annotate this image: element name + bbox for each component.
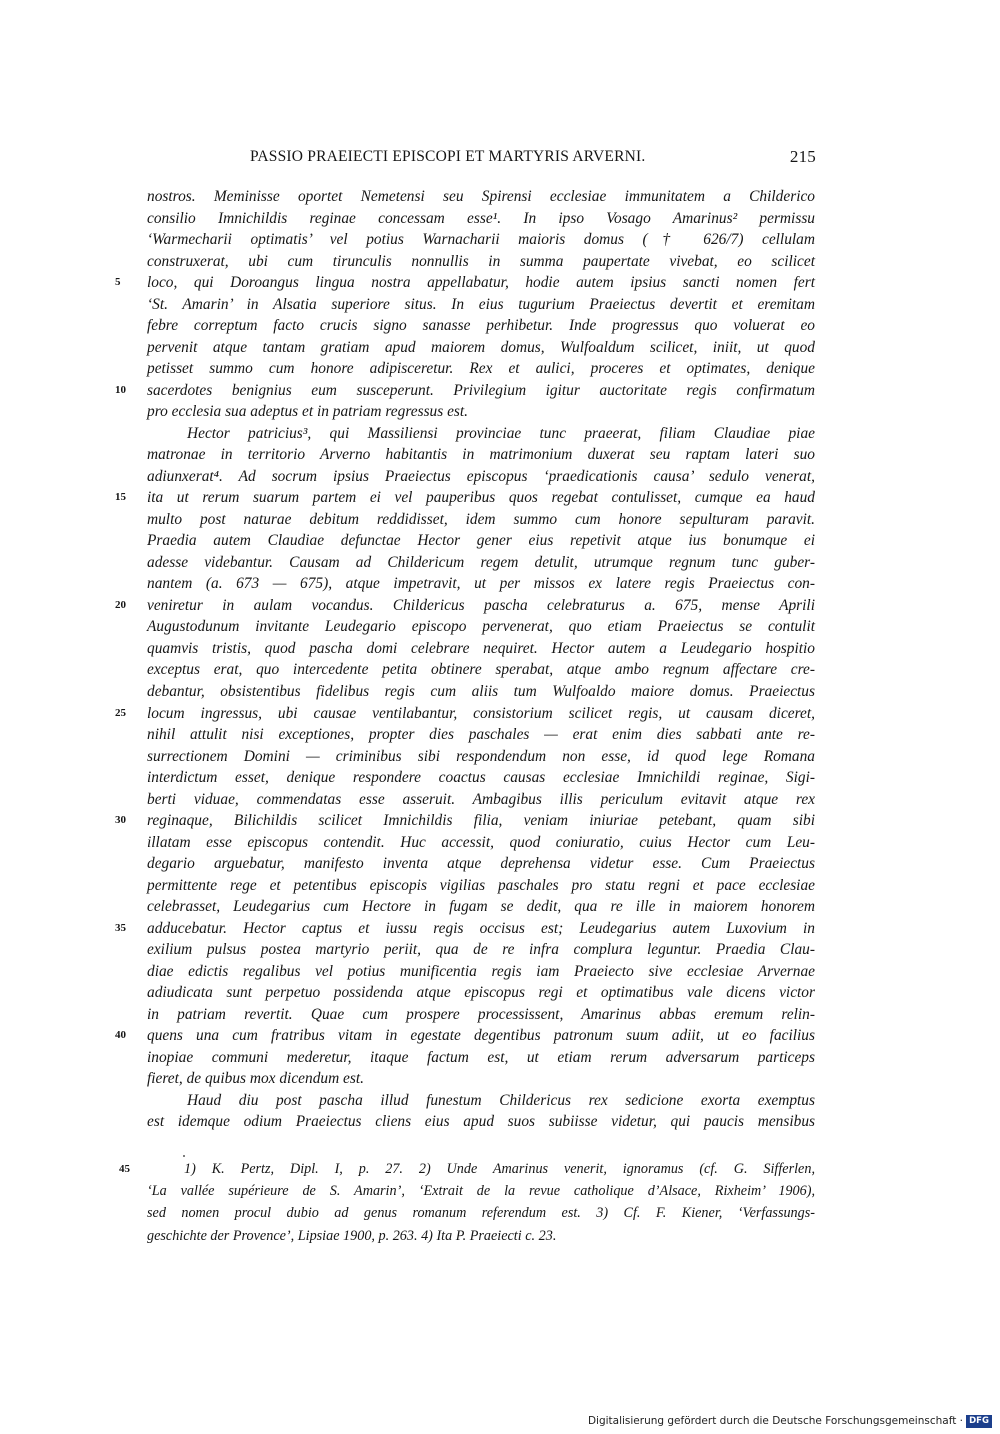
footnote-line: geschichte der Provence’, Lipsiae 1900, p. 263. 4) Ita P. Praeiecti c. 23. <box>147 1227 557 1244</box>
text-line: fieret, de quibus mox dicendum est. <box>147 1070 364 1088</box>
dfg-logo: DFG <box>966 1415 992 1428</box>
running-header <box>148 146 816 170</box>
text-line: interdictum esset, denique respondere coactus causas ecclesiae Imnichildi reginae, Sigi- <box>147 769 815 786</box>
text-line: nostros. Meminisse oportet Nemetensi seu Spirensi ecclesiae immunitatem a Childerico <box>147 188 815 205</box>
footnote-line: sed nomen procul dubio ad genus romanum referendum est. 3) Cf. F. Kiener, ‘Verfassungs- <box>147 1205 815 1222</box>
margin-line-number: 15 <box>115 491 126 504</box>
credit-text: Digitalisierung gefördert durch die Deutsche Forschungsgemeinschaft · <box>587 1415 963 1427</box>
footnote-line-number: 45 <box>119 1163 130 1175</box>
text-line: ‘Warmecharii optimatis’ vel potius Warnacharii maioris domus († 626/7) cellulam <box>147 231 815 248</box>
margin-line-number: 20 <box>115 598 126 611</box>
text-line: loco, qui Doroangus lingua nostra appellabatur, hodie autem ipsius sancti nomen fert <box>147 274 815 292</box>
text-line: est idemque odium Praeiectus cliens eius apud suos subiisse videtur, qui paucis mensibus <box>147 1113 815 1131</box>
text-line: degario arguebatur, manifesto inventa atque deprehensa videtur esse. Cum Praeiectus <box>147 855 815 873</box>
text-line: surrectionem Domini — criminibus sibi respondendum non esse, id quod lege Romana <box>147 747 815 765</box>
footnote-line: 1) K. Pertz, Dipl. I, p. 27. 2) Unde Amarinus venerit, ignoramus (cf. G. Sifferlen, <box>184 1161 815 1177</box>
text-line: in patriam revertit. Quae cum prospere processissent, Amarinus abbas eremum relin- <box>147 1005 815 1023</box>
text-line: Haud diu post pascha illud funestum Childericus rex sedicione exorta exemptus <box>187 1091 815 1109</box>
margin-line-number: 5 <box>115 276 121 289</box>
page-number: 215 <box>789 147 816 166</box>
text-line: quamvis tristis, quod pascha domi celebrare nequiret. Hector autem a Leudegario hospitio <box>147 639 815 657</box>
text-line: adiudicata sunt perpetuo possidenda atque episcopus regi et optimatibus vale dicens victor <box>147 984 815 1002</box>
margin-line-number: 25 <box>115 706 126 719</box>
text-line: sacerdotes benignius eum susceperunt. Privilegium igitur auctoritate regis confirmatum <box>147 381 815 399</box>
separator-dot <box>183 1155 185 1157</box>
text-line: exceptus erat, quo intercedente petita obtinere sperabat, atque ambo regnum affectare cre- <box>147 661 815 679</box>
text-line: permittente rege et petentibus episcopis vigilias paschales pro statu regni et pace ecclesiae <box>147 876 815 894</box>
text-line: matronae in territorio Arverno habitantis in matrimonium duxerat seu raptam lateri suo <box>147 446 815 464</box>
text-line: quens una cum fratribus vitam in egestate degentibus patronum suum adiit, ut eo facilius <box>147 1027 815 1045</box>
margin-line-number: 35 <box>115 921 126 934</box>
text-line: diae edictis regalibus vel potius munificentia regis iam Praeiecto sive ecclesiae Arvernae <box>147 962 815 980</box>
footnote-line: ‘La vallée supérieure de S. Amarin’, ‘Extrait de la revue catholique d’Alsace, Rixheim’ 1906), <box>147 1183 815 1200</box>
text-line: veniretur in aulam vocandus. Childericus pascha celebraturus a. 675, mense Aprili <box>147 596 815 614</box>
text-line: reginaque, Bilichildis scilicet Imnichildis filia, veniam iniuriae petebant, quam sibi <box>147 812 815 830</box>
text-line: nantem (a. 673 — 675), atque impetravit, ut per missos ex latere regis Praeiectus con- <box>147 575 815 593</box>
running-title: PASSIO PRAEIECTI EPISCOPI ET MARTYRIS ARVERNI. <box>250 148 646 165</box>
text-line: multo post naturae debitum reddidisset, idem summo cum honore sepulturam paravit. <box>147 510 815 528</box>
text-line: locum ingressus, ubi causae ventilabantur, consistorium scilicet regis, ut causam diceret, <box>147 704 815 722</box>
text-line: Praedia autem Claudiae defunctae Hector gener eius repetivit atque ius bonumque ei <box>147 532 815 550</box>
text-line: exilium pulsus postea martyrio periit, qua de re infra complura leguntur. Praedia Clau- <box>147 941 815 959</box>
text-line: ‘St. Amarin’ in Alsatia superiore situs. In eius tugurium Praeiectus devertit et eremitam <box>147 295 815 313</box>
text-line: adducebatur. Hector captus et iussu regis occisus est; Leudegarius autem Luxovium in <box>147 919 815 937</box>
text-line: illatam esse episcopus contendit. Huc accessit, quod coniuratio, cuius Hector cum Leu- <box>147 833 815 851</box>
text-line: adiunxerat⁴. Ad socrum ipsius Praeiectus episcopus ‘praedicationis causa’ sedulo venerat, <box>147 467 815 485</box>
digitization-credit <box>588 1414 992 1428</box>
text-line: Augustodunum invitante Leudegario episcopo pervenerat, quo etiam Praeiectus se contulit <box>147 618 815 636</box>
text-line: pervenit atque tantam gratiam apud maiorem domus, Wulfoaldum scilicet, iniit, ut quod <box>147 338 815 356</box>
text-line: ita ut rerum suarum partem ei vel pauperibus quos regebat contulisset, cumque ea haud <box>147 489 815 507</box>
text-line: inopiae communi mederetur, itaque factum est, ut etiam rerum adversarum particeps <box>147 1048 815 1066</box>
text-line: nihil attulit nisi exceptiones, propter dies paschales — erat enim dies sabbati ante re- <box>147 726 815 743</box>
text-line: adesse videbantur. Causam ad Childericum regem detulit, utrumque regnum tunc guber- <box>147 553 815 571</box>
text-line: petisset summo cum honore adipisceretur. Rex et aulici, proceres et optimates, denique <box>147 360 815 378</box>
text-line: construxerat, ubi cum tirunculis nonnullis in summa paupertate vivebat, eo scilicet <box>147 252 815 270</box>
margin-line-number: 10 <box>115 383 126 396</box>
margin-line-number: 40 <box>115 1029 126 1042</box>
text-line: pro ecclesia sua adeptus et in patriam regressus est. <box>147 403 469 421</box>
text-line: febre correptum facto crucis signo sanasse perhibetur. Inde progressus quo voluerat eo <box>147 317 815 335</box>
margin-line-number: 30 <box>115 814 126 827</box>
text-line: celebrasset, Leudegarius cum Hectore in fugam se dedit, qua re ille in maiorem honorem <box>147 898 815 916</box>
text-line: Hector patricius³, qui Massiliensi provinciae tunc praeerat, filiam Claudiae piae <box>187 424 815 442</box>
text-line: debantur, obsistentibus fidelibus regis cum aliis tum Wulfoaldo maiore domus. Praeiectus <box>147 683 815 700</box>
text-line: consilio Imnichildis reginae concessam esse¹. In ipso Vosago Amarinus² permissu <box>147 209 815 227</box>
text-line: berti viduae, commendatas esse asseruit. Ambagibus illis periculum evitavit atque rex <box>147 790 815 808</box>
